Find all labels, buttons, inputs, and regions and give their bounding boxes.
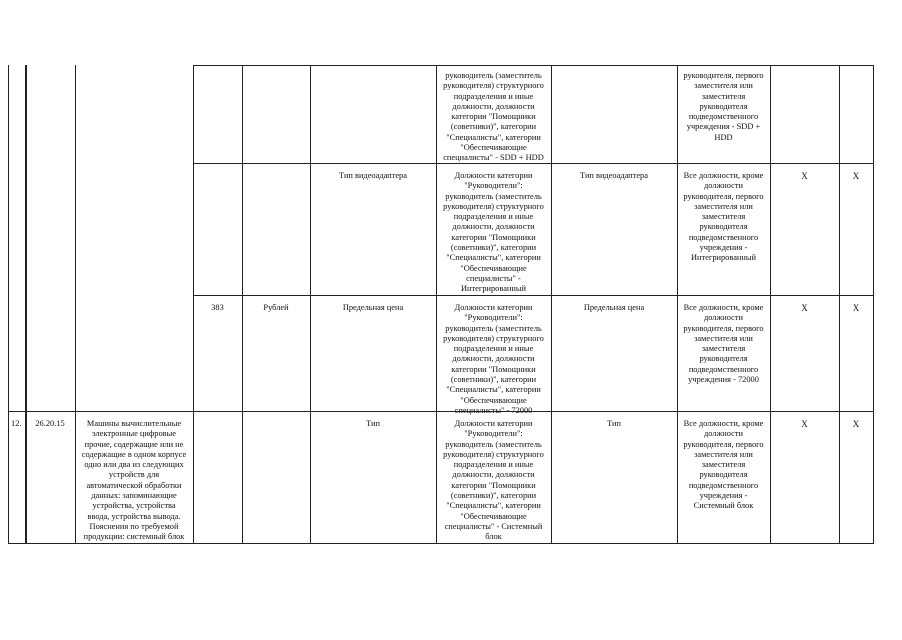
x-mark-1: X xyxy=(801,419,808,429)
value-cell-2: Все должности, кроме должности руководителя, первого заместителя или заместителя руководителя подведомственного учреждения - 72000 xyxy=(683,303,764,385)
code-cell: 26.20.15 xyxy=(35,419,65,428)
characteristic-name-cell-2: Тип видеоадаптера xyxy=(580,171,648,180)
column-border xyxy=(25,65,27,543)
x-mark-2: X xyxy=(852,303,860,313)
value-cell-1: Должности категории "Руководители": руководитель (заместитель руководителя) структурного подразделения и иные должности, должности категории "Помощники (советники)", категории "Специалисты", категории "Обеспечивающие специалисты" - Системный блок xyxy=(443,419,544,542)
value-cell-1: Должности категории "Руководители": руководитель (заместитель руководителя) структурного подразделения и иные должности, должности категории "Помощники (советники)", категории "Специалисты", категории "Обеспечивающие специалисты" - 72000 xyxy=(443,303,544,415)
characteristic-name-cell: Предельная цена xyxy=(342,303,404,312)
value-cell-2: руководителя, первого заместителя или заместителя руководителя подведомственного учреждения - SDD + HDD xyxy=(683,71,764,142)
value-cell-1: Должности категории "Руководители": руководитель (заместитель руководителя) структурного подразделения и иные должности, должности категории "Помощники (советники)", категории "Специалисты", категории "Обеспечивающие специалисты" - Интегрированный xyxy=(443,171,544,294)
column-border xyxy=(873,65,874,543)
product-name-cell: Машины вычислительные электронные цифровые прочие, содержащие или не содержащие в одном корпусе одно или два из следующих устройств для автоматической обработки данных: запоминающие устройства, устройства ввода, устройства вывода. Пояснения по требуемой продукции: системный блок xyxy=(81,419,187,542)
row-border xyxy=(8,543,874,544)
unit-name-cell: Рублей xyxy=(263,303,289,312)
row-number-cell: 12. xyxy=(11,419,22,428)
x-mark-1: X xyxy=(801,171,808,181)
characteristic-name-cell: Тип xyxy=(366,419,380,428)
unit-code-cell: 383 xyxy=(211,303,224,312)
characteristic-name-cell: Тип видеоадаптера xyxy=(339,171,407,180)
x-mark-2: X xyxy=(852,419,860,429)
characteristic-name-cell-2: Предельная цена xyxy=(583,303,645,312)
characteristic-name-cell-2: Тип xyxy=(607,419,621,428)
value-cell-2: Все должности, кроме должности руководителя, первого заместителя или заместителя руководителя подведомственного учреждения - Интегрированный xyxy=(683,171,764,263)
value-cell-1: руководитель (заместитель руководителя) структурного подразделения и иные должности, должности категории "Помощники (советники)", категории "Специалисты", категории "Обеспечивающие специалисты" - SDD + HDD xyxy=(443,71,544,163)
value-cell-2: Все должности, кроме должности руководителя, первого заместителя или заместителя руководителя подведомственного учреждения - Системный блок xyxy=(683,419,764,511)
x-mark-1: X xyxy=(801,303,808,313)
x-mark-2: X xyxy=(852,171,860,181)
column-border xyxy=(8,65,9,543)
